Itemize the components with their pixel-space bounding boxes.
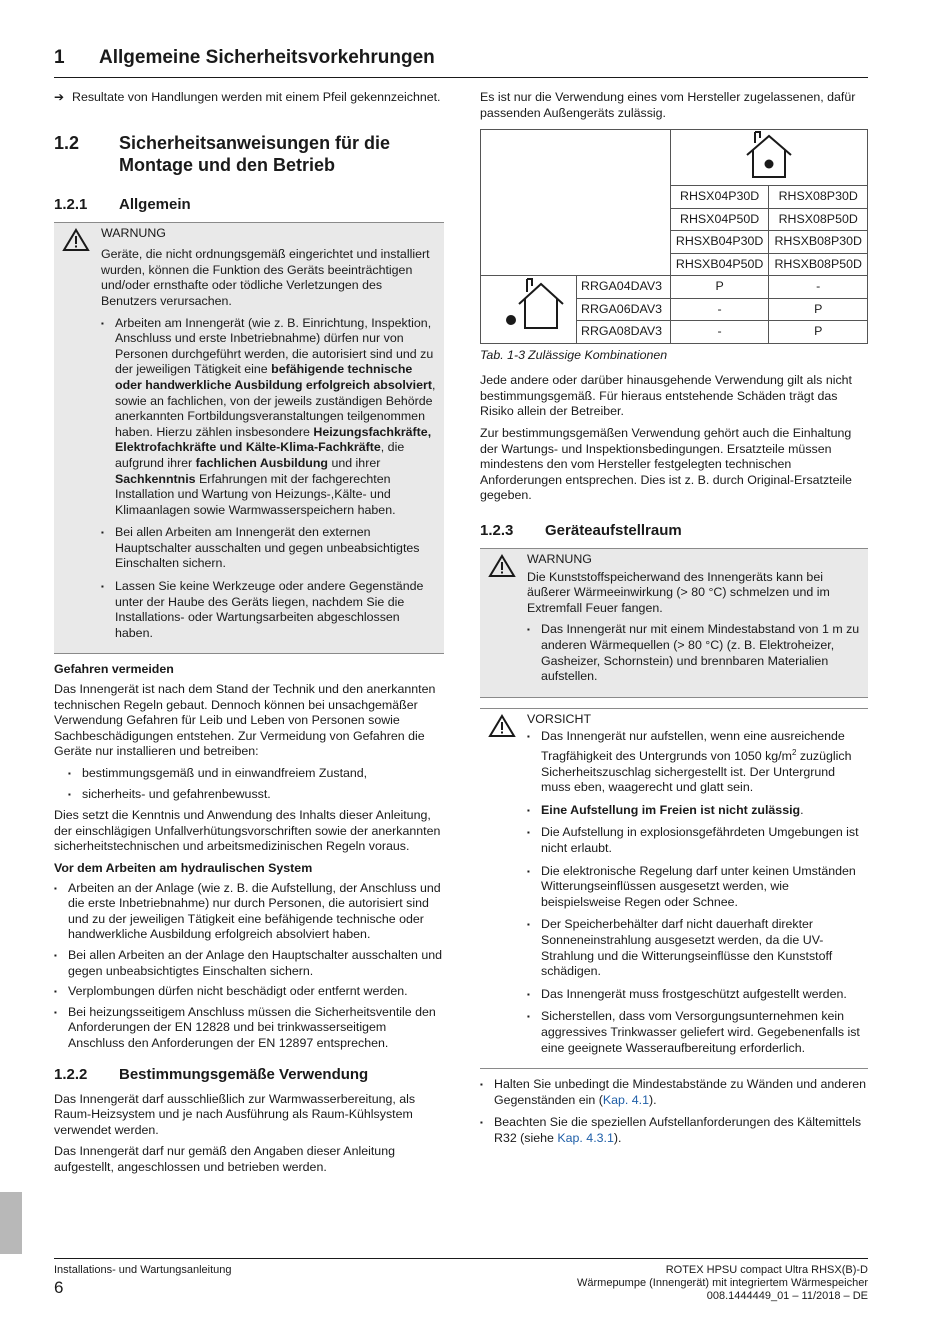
indoor-house-icon [741,131,797,179]
list-item: ▪ sicherheits- und gefahrenbewusst. [68,787,444,803]
warning-box-placement [480,548,868,698]
chapter-link[interactable]: Kap. 4.1 [602,1092,650,1107]
warning-keyword: WARNUNG [527,552,592,567]
chapter-side-tab [0,1192,22,1254]
caution-bullet: ▪ Die Aufstellung in explosionsgefährdeten Umgebungen ist nicht erlaubt. [527,825,860,856]
paragraph: Dies setzt die Kenntnis und Anwendung des Inhalts dieser Anleitung, der einschlägigen Unfallverhütungsvorschriften sowie der anerkannten sicherheitstechnischen und arbeitsmedizinischen Regeln voraus. [54,808,441,854]
list-item: ▪ Halten Sie unbedingt die Mindestabstände zu Wänden und anderen Gegenständen ein (Kap. 4.1). [480,1077,868,1108]
chapter-link[interactable]: Kap. 4.3.1 [557,1130,614,1145]
warning-bullet: ▪ Bei allen Arbeiten am Innengerät den externen Hauptschalter ausschalten und gegen unbeabsichtigtes Einschalten sichern. [101,525,436,572]
list-item: ▪ Arbeiten an der Anlage (wie z. B. die Aufstellung, der Anschluss und die erste Inbetriebnahme) nur durch Personen, die autorisiert sind und zu der jeweiligen Tätigkeit eine befähigende technische oder handwerkliche Ausbildung erfolgreich absolviert haben. [54,881,444,943]
table-cell: RHSX04P30D [670,186,769,209]
outdoor-unit-icon-cell [481,276,577,344]
result-note: ➔ Resultate von Handlungen werden mit einem Pfeil gekennzeichnet. [54,90,441,104]
warning-triangle-icon [480,712,527,1062]
warning-triangle-icon [54,226,101,648]
arrow-icon: ➔ [54,90,65,104]
paragraph: Jede andere oder darüber hinausgehende Verwendung gilt als nicht bestimmungsgemäß. Für hieraus entstehende Schäden trägt das Risiko allein der Betreiber. [480,373,852,419]
paragraph: Zur bestimmungsgemäßen Verwendung gehört auch die Einhaltung der Wartungs- und Inspektionsbedingungen. Ersatzteile müssen mindestens den vom Hersteller festgelegten technischen Anforderungen entsprechen. Dies ist z. B. durch Original-Ersatzteile gegeben. [480,426,852,503]
left-column [54,90,444,1181]
page-header [54,47,868,78]
warning-triangle-icon [480,552,527,691]
table-cell: - [670,321,769,344]
list-item: ▪ Bei heizungsseitigem Anschluss müssen die Sicherheitsventile den Anforderungen der EN 12828 und bei trinkwasserseitigem Anschluss den Anforderungen der EN 12897 entsprechen. [54,1005,444,1052]
subheading-hydraulik: Vor dem Arbeiten am hydraulischen System [54,860,313,875]
chapter-title: Allgemeine Sicherheitsvorkehrungen [99,47,435,68]
warning-bullet: ▪ Das Innengerät nur mit einem Mindestabstand von 1 m zu anderen Wärmequellen (> 80 °C) (z. B. Elektroheizer, Gasheizer, Schornstein) und brennbaren Materialien aufstellen. [527,622,860,684]
list-item: ▪ Bei allen Arbeiten an der Anlage den Hauptschalter ausschalten und gegen unbeabsichtigtes Einschalten sichern. [54,948,444,979]
table-cell: RHSX08P50D [769,208,868,231]
caution-keyword: VORSICHT [527,711,592,726]
warning-box-general [54,222,444,655]
table-cell: RHSX04P50D [670,208,769,231]
table-caption: Tab. 1-3 Zulässige Kombinationen [480,347,668,362]
table-cell: RHSX08P30D [769,186,868,209]
table-cell: RHSXB04P30D [670,231,769,254]
warning-keyword: WARNUNG [101,225,166,240]
section-1-2-heading: 1.2 Sicherheitsanweisungen für die Montage und den Betrieb [54,132,391,175]
section-1-2-2-heading: 1.2.2 Bestimmungsgemäße Verwendung [54,1065,369,1083]
footer-doc-type: Installations- und Wartungsanleitung [54,1264,232,1276]
footer-product-info: ROTEX HPSU compact Ultra RHSX(B)-D Wärmepumpe (Innengerät) mit integriertem Wärmespeicher 008.1444449_01 – 11/2018 – DE [577,1264,868,1302]
caution-bullet: ▪ Der Speicherbehälter darf nicht dauerhaft direkter Sonneneinstrahlung ausgesetzt werden, da die UV-Strahlung und die Witterungseinflüsse den Kunststoff schädigen. [527,917,860,979]
empty-corner-cell [481,130,671,276]
subheading-gefahren: Gefahren vermeiden [54,662,174,677]
table-cell: P [670,276,769,299]
warning-text: Die Kunststoffspeicherwand des Innengeräts kann bei äußerer Wärmeeinwirkung (> 80 °C) schmelzen und im Extremfall Feuer fangen. [527,569,830,615]
combination-table [480,129,868,344]
table-cell: RHSXB08P50D [769,253,868,276]
warning-bullet: ▪ Lassen Sie keine Werkzeuge oder andere Gegenstände unter der Haube des Geräts liegen, nachdem Sie die Installations- oder Wartungsarbeiten abgeschlossen haben. [101,579,436,641]
table-cell: RRGA06DAV3 [577,298,671,321]
section-1-2-3-heading: 1.2.3 Geräteaufstellraum [480,522,682,540]
table-cell: RHSXB04P50D [670,253,769,276]
paragraph: Das Innengerät darf ausschließlich zur Warmwasserbereitung, als Raum-Heizsystem und je nach Ausführung als Raum-Kühlsystem verwendet werden. [54,1091,416,1137]
table-cell: P [769,321,868,344]
table-cell: RRGA04DAV3 [577,276,671,299]
paragraph: Das Innengerät darf nur gemäß den Angaben dieser Anleitung aufgestellt, angeschlossen und betrieben werden. [54,1144,395,1174]
caution-bullet: ▪ Die elektronische Regelung darf unter keinen Umständen Witterungseinflüssen ausgesetzt werden, wie beispielsweise Regen oder Schnee. [527,864,860,911]
list-item: ▪ bestimmungsgemäß und in einwandfreiem Zustand, [68,766,444,782]
caution-bullet: ▪ Das Innengerät muss frostgeschützt aufgestellt werden. [527,987,860,1003]
table-cell: RRGA08DAV3 [577,321,671,344]
chapter-number: 1 [54,47,65,68]
caution-bullet: ▪ Eine Aufstellung im Freien ist nicht zulässig. [527,803,860,819]
warning-text: Geräte, die nicht ordnungsgemäß eingerichtet und installiert wurden, können die Funktion des Geräts beeinträchtigen und/oder ernsthafte oder tödliche Verletzungen des Benutzers verursachen. [101,247,430,308]
warning-bullet: ▪ Arbeiten am Innengerät (wie z. B. Einrichtung, Inspektion, Anschluss und erste Inbetriebnahme) dürfen nur von Personen durchgeführt werden, die autorisiert sind und zu der jeweiligen Tätigkeit eine befähigende technische oder handwerkliche Ausbildung erfolgreich absolviert, sowie an fachlichen, von der jeweils zuständigen Behörde anerkannten Fortbildungsveranstaltungen teilgenommen haben. Hierzu zählen insbesondere Heizungsfachkräfte, Elektrofachkräfte und Kälte-Klima-Fachkräfte, die aufgrund ihrer fachlichen Ausbildung und ihrer Sachkenntnis Erfahrungen mit der fachgerechten Installation und Wartung von Heizungs-,Kälte- und Klimaanlagen sowie Warmwasserspeichern haben. [101,316,436,519]
section-1-2-1-heading: 1.2.1 Allgemein [54,195,191,213]
page-footer [54,1258,868,1302]
caution-bullet: ▪ Sicherstellen, dass vom Versorgungsunternehmen kein aggressives Trinkwasser geliefert wird. Gegebenenfalls ist eine geeignete Wasseraufbereitung erforderlich. [527,1009,860,1056]
indoor-unit-icon-cell [670,130,867,186]
right-column [480,90,868,1154]
table-cell: - [670,298,769,321]
paragraph: Das Innengerät ist nach dem Stand der Technik und den anerkannten technischen Regeln gebaut. Dennoch können bei unsachgemäßer Verwendung Gefahren für Leib und Leben von Personen sowie Sachbeschädigungen entstehen. Zur Vermeidung von Gefahren die Geräte nur installieren und betreiben: [54,682,436,759]
table-cell: RHSXB08P30D [769,231,868,254]
table-cell: P [769,298,868,321]
paragraph: Es ist nur die Verwendung eines vom Hersteller zugelassenen, dafür passenden Außengeräts zulässig. [480,90,856,120]
caution-box [480,708,868,1069]
page-number: 6 [54,1278,64,1297]
table-cell: - [769,276,868,299]
caution-bullet: ▪ Das Innengerät nur aufstellen, wenn eine ausreichende Tragfähigkeit des Untergrunds von 1050 $kg/m^2$ zuzüglich Sicherheitszuschlag sichergestellt ist. Der Untergrund muss eben, waagerecht und glatt sein. [527,729,860,796]
list-item: ▪ Verplombungen dürfen nicht beschädigt oder entfernt werden. [54,984,444,1000]
list-item: ▪ Beachten Sie die speziellen Aufstellanforderungen des Kältemittels R32 (siehe Kap. 4.3.1). [480,1115,868,1146]
outdoor-house-icon [489,278,569,336]
